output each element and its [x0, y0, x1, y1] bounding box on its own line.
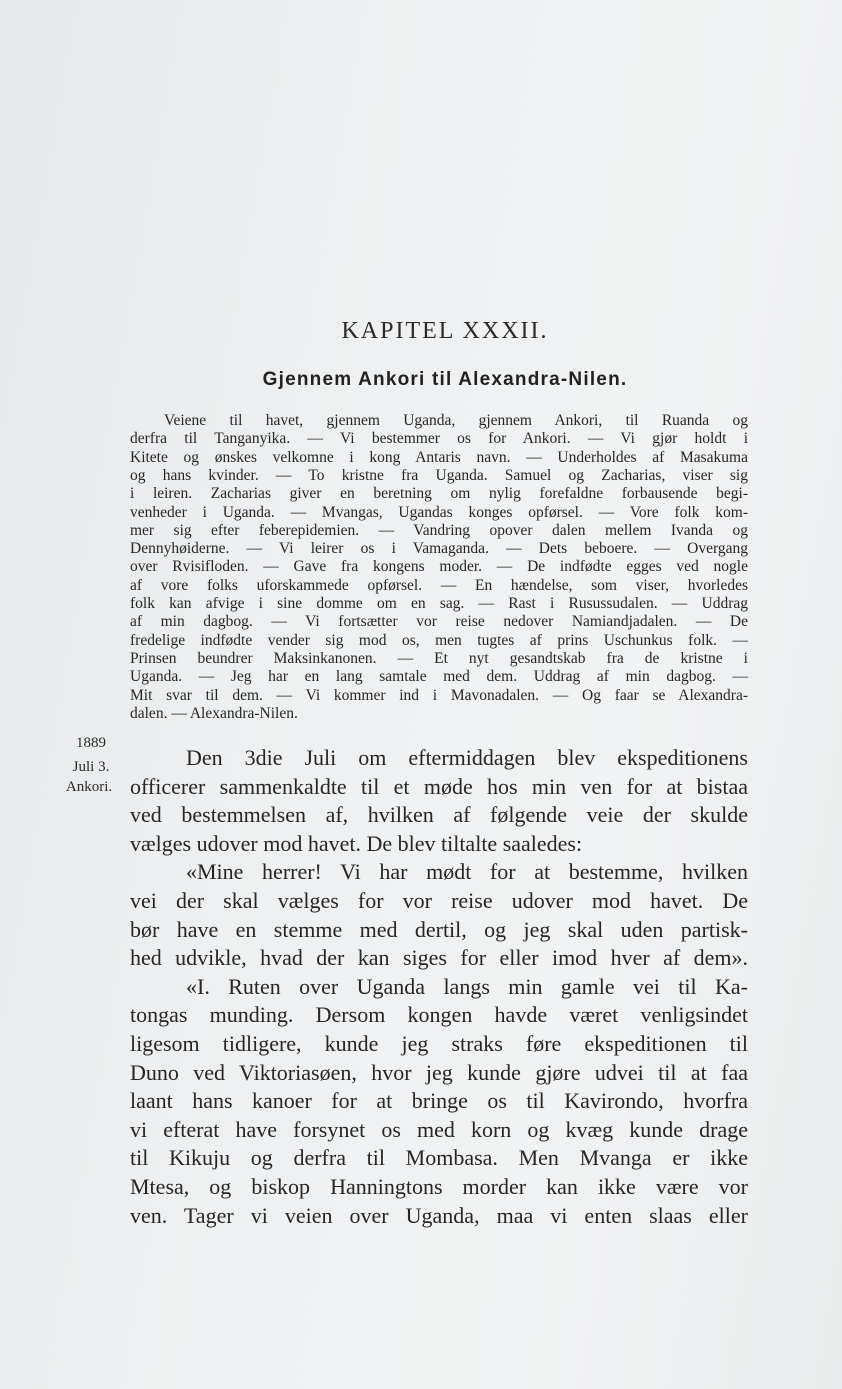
body-line: hed udvikle, hvad der kan siges for eller imod hver af dem».: [130, 945, 748, 971]
summary-line: af vore folks uforskammede opførsel. — En hændelse, som viser, hvorledes: [130, 576, 748, 594]
body-line: til Kikuju og derfra til Mombasa. Men Mvanga er ikke: [130, 1145, 748, 1171]
body-line: vi efterat have forsynet os med korn og kvæg kunde drage: [130, 1116, 748, 1142]
body-line: «I. Ruten over Uganda langs min gamle vei til Ka-: [186, 973, 748, 999]
summary-line: af min dagbog. — Vi fortsætter vor reise nedover Namiandjadalen. — De: [130, 613, 748, 631]
margin-note-place: Ankori.: [65, 779, 113, 795]
body-line: vælges udover mod havet. De blev tiltalte saaledes:: [130, 830, 583, 856]
summary-line: over Rvisifloden. — Gave fra kongens moder. — De indfødte egges ved nogle: [130, 558, 748, 576]
summary-line: venheder i Uganda. — Mvangas, Ugandas konges opførsel. — Vore folk kom-: [130, 503, 748, 521]
body-line: tongas munding. Dersom kongen havde været venligsindet: [130, 1002, 748, 1028]
summary-line: Mit svar til dem. — Vi kommer ind i Mavonadalen. — Og faar se Alexandra-: [130, 686, 748, 704]
summary-line: dalen. — Alexandra-Nilen.: [130, 704, 298, 722]
summary-line: Kitete og ønskes velkomne i kong Antaris navn. — Underholdes af Masakuma: [130, 448, 748, 466]
summary-line: og hans kvinder. — To kristne fra Uganda. Samuel og Zacharias, viser sig: [130, 466, 748, 484]
summary-line: Prinsen beundrer Maksinkanonen. — Et nyt gesandtskab fra de kristne i: [130, 649, 748, 667]
body-line: vei der skal vælges for vor reise udover mod havet. De: [130, 888, 748, 913]
body-line: Mtesa, og biskop Hanningtons morder kan ikke være vor: [130, 1174, 748, 1199]
summary-line: i leiren. Zacharias giver en beretning om nylig forefaldne forbausende begi-: [130, 485, 748, 503]
chapter-title: KAPITEL XXXII.: [341, 318, 549, 344]
body-line: Den 3die Juli om eftermiddagen blev ekspeditionens: [186, 745, 748, 770]
summary-line: derfra til Tanganyika. — Vi bestemmer os for Ankori. — Vi gjør holdt i: [130, 430, 748, 448]
summary-line: Dennyhøiderne. — Vi leirer os i Vamaganda. — Dets beboere. — Overgang: [130, 540, 748, 558]
chapter-heading: Gjennem Ankori til Alexandra-Nilen.: [262, 369, 628, 390]
summary-line: fredelige indfødte vender sig mod os, men tugtes af prins Uschunkus folk. —: [130, 631, 748, 649]
summary-line: folk kan afvige i sine domme om en sag. — Rast i Rusussudalen. — Uddrag: [130, 595, 748, 612]
body-line: ven. Tager vi veien over Uganda, maa vi enten slaas eller: [130, 1202, 748, 1228]
body-line: officerer sammenkaldte til et møde hos min ven for at bistaa: [130, 773, 748, 799]
body-line: Duno ved Viktoriasøen, hvor jeg kunde gjøre udvei til at faa: [130, 1059, 748, 1085]
margin-note-year: 1889: [76, 735, 106, 751]
body-line: «Mine herrer! Vi har mødt for at bestemme, hvilken: [186, 859, 748, 885]
summary-line: Uganda. — Jeg har en lang samtale med dem. Uddrag af min dagbog. —: [130, 668, 748, 686]
body-line: laant hans kanoer for at bringe os til Kavirondo, hvorfra: [130, 1088, 748, 1114]
body-line: ved bestemmelsen af, hvilken af følgende veie der skulde: [130, 802, 748, 828]
summary-line: Veiene til havet, gjennem Uganda, gjennem Ankori, til Ruanda og: [164, 412, 748, 429]
summary-line: mer sig efter feberepidemien. — Vandring opover dalen mellem Ivanda og: [130, 521, 748, 539]
body-line: bør have en stemme med dertil, og jeg skal uden partisk-: [130, 916, 748, 942]
body-line: ligesom tidligere, kunde jeg straks føre ekspeditionen til: [130, 1031, 748, 1056]
margin-note-date: Juli 3.: [72, 759, 110, 775]
